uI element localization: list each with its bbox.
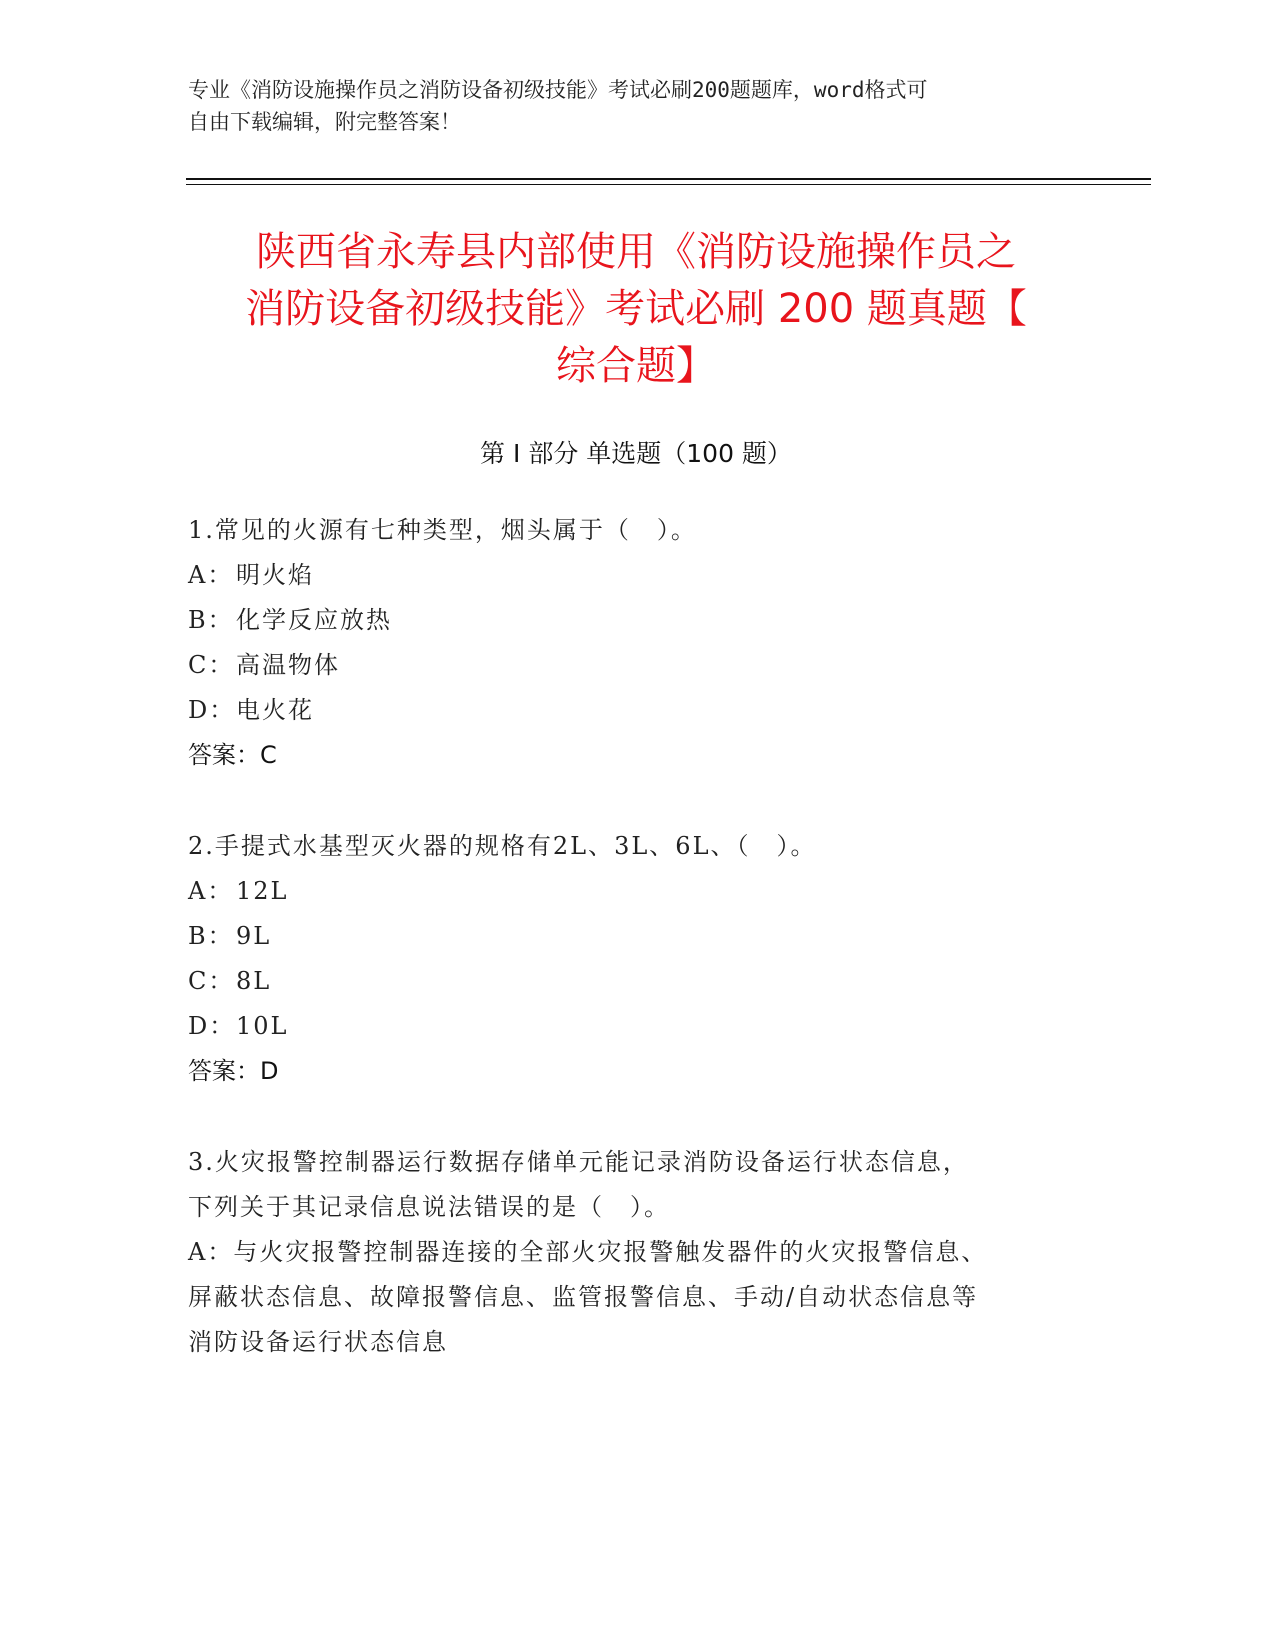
option-key: B： — [188, 606, 234, 634]
option-text: 电火花 — [236, 696, 314, 724]
option-text: 12L — [236, 877, 289, 905]
question-text: 2.手提式水基型灭火器的规格有2L、3L、6L、（ ）。 — [188, 832, 817, 860]
question-3 — [188, 1140, 1068, 1365]
option-text: 高温物体 — [236, 651, 340, 679]
answer: 答案：D — [188, 1057, 279, 1085]
question-text-line: 下列关于其记录信息说法错误的是（ ）。 — [188, 1193, 670, 1221]
question-text-line: 3.火灾报警控制器运行数据存储单元能记录消防设备运行状态信息， — [188, 1148, 969, 1176]
header-note-line: 自由下载编辑，附完整答案！ — [188, 110, 461, 134]
option-d — [188, 1004, 1068, 1049]
option-key: D： — [188, 696, 236, 724]
option-b — [188, 914, 1068, 959]
option-a — [188, 869, 1068, 914]
option-d — [188, 688, 1068, 733]
option-a-line: 消防设备运行状态信息 — [188, 1328, 448, 1356]
document-title-line: 综合题】 — [556, 343, 716, 389]
question-2 — [188, 824, 1068, 1094]
document-title-line: 陕西省永寿县内部使用《消防设施操作员之 — [256, 229, 1016, 275]
question-1 — [188, 508, 1068, 778]
header-note-line: 专业《消防设施操作员之消防设备初级技能》考试必刷200题题库，word格式可 — [188, 78, 928, 102]
option-a — [188, 553, 1068, 598]
option-c — [188, 959, 1068, 1004]
question-text: 1.常见的火源有七种类型，烟头属于（ ）。 — [188, 516, 697, 544]
option-a-line: 屏蔽状态信息、故障报警信息、监管报警信息、手动/自动状态信息等 — [188, 1283, 979, 1311]
option-text: 9L — [236, 922, 272, 950]
document-title-line: 消防设备初级技能》考试必刷 200 题真题【 — [245, 286, 1027, 332]
header-divider-thin — [186, 184, 1151, 185]
option-key: D： — [188, 1012, 236, 1040]
document-title — [186, 224, 1086, 395]
option-key: A： — [188, 877, 234, 905]
section-title: 第 I 部分 单选题（100 题） — [480, 439, 792, 468]
option-key: A： — [188, 561, 234, 589]
header-divider — [186, 178, 1151, 180]
option-text: 8L — [236, 967, 272, 995]
option-text: 化学反应放热 — [236, 606, 392, 634]
option-key: C： — [188, 651, 235, 679]
option-key: C： — [188, 967, 235, 995]
option-c — [188, 643, 1068, 688]
option-a-line: A：与火灾报警控制器连接的全部火灾报警触发器件的火灾报警信息、 — [188, 1238, 988, 1266]
option-text: 10L — [236, 1012, 289, 1040]
option-b — [188, 598, 1068, 643]
answer: 答案：C — [188, 741, 277, 769]
option-text: 明火焰 — [236, 561, 314, 589]
option-key: B： — [188, 922, 234, 950]
header-note — [188, 74, 1068, 138]
